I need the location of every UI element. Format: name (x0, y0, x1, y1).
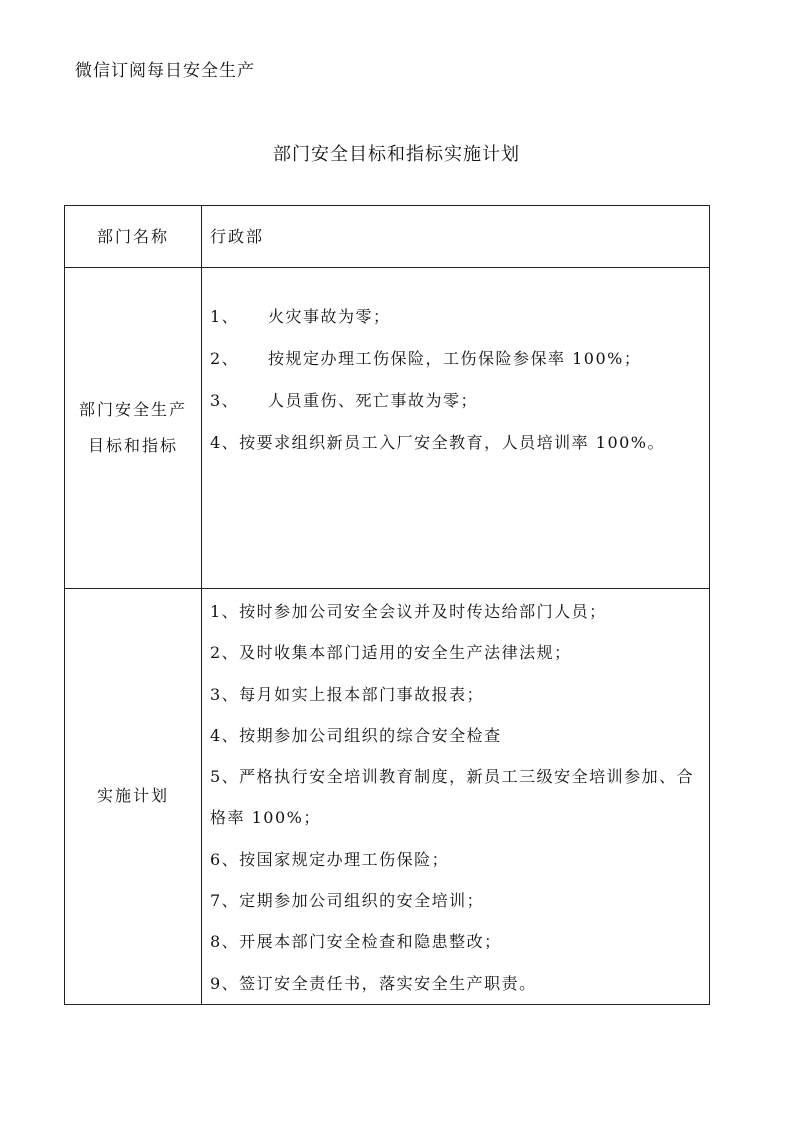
goal-text: 人员重伤、死亡事故为零； (268, 391, 479, 410)
department-label: 部门名称 (96, 226, 169, 246)
table-row-goals (65, 268, 710, 589)
plan-label: 实施计划 (96, 786, 169, 806)
goal-text: 按规定办理工伤保险，工伤保险参保率 100%； (268, 349, 642, 368)
plan-content-cell (202, 589, 710, 1005)
plan-item: 2、及时收集本部门适用的安全生产法律法规； (210, 643, 572, 663)
goal-item (210, 422, 701, 464)
plan-item: 9、签订安全责任书，落实安全生产职责。 (210, 973, 537, 993)
goal-text: 4、按要求组织新员工入厂安全教育，人员培训率 100%。 (210, 433, 666, 452)
plan-item: 4、按期参加公司组织的综合安全检查 (210, 725, 502, 745)
plan-list (210, 589, 701, 1004)
plan-item: 8、开展本部门安全检查和隐患整改； (210, 932, 502, 952)
plan-label-cell (65, 589, 202, 1005)
document-title: 部门安全目标和指标实施计划 (273, 144, 520, 165)
plan-item: 3、每月如实上报本部门事故报表； (210, 684, 485, 704)
goal-item (210, 380, 701, 422)
department-value: 行政部 (210, 226, 265, 246)
goals-content-cell (202, 268, 710, 589)
plan-item: 1、按时参加公司安全会议并及时传达给部门人员； (210, 602, 607, 621)
plan-item: 5、严格执行安全培训教育制度，新员工三级安全培训参加、合格率 100%； (210, 767, 695, 828)
header-note: 微信订阅每日安全生产 (75, 61, 255, 81)
plan-table (64, 205, 710, 1005)
department-value-cell (202, 206, 710, 268)
table-row-plan (65, 589, 710, 1005)
goals-list (210, 268, 701, 464)
plan-item: 6、按国家规定办理工伤保险； (210, 849, 450, 869)
goals-label: 部门安全生产目标和指标 (78, 400, 187, 455)
goal-item (210, 296, 701, 338)
table-row-department (65, 206, 710, 268)
department-label-cell (65, 206, 202, 268)
goal-number: 2、 (210, 349, 240, 368)
goals-label-cell (65, 268, 202, 589)
goal-number: 1、 (210, 307, 240, 326)
goal-text: 火灾事故为零； (268, 307, 391, 326)
goal-number: 3、 (210, 391, 240, 410)
plan-item: 7、定期参加公司组织的安全培训； (210, 891, 485, 911)
goal-item (210, 338, 701, 380)
